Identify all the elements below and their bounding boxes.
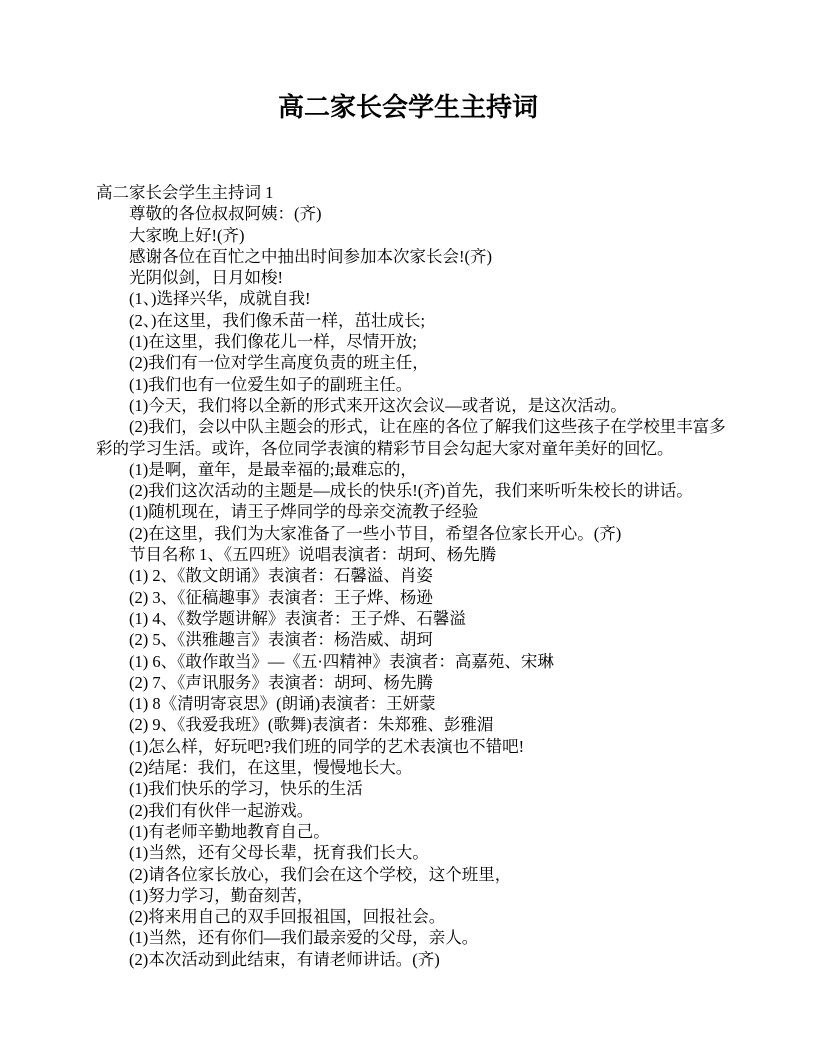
text-line: (1)当然，还有你们—我们最亲爱的父母，亲人。 <box>129 928 479 948</box>
text-line: 光阴似剑，日月如梭! <box>129 268 283 288</box>
text-line: (2)我们有一位对学生高度负责的班主任， <box>129 353 429 373</box>
text-line: (1)随机现在，请王子烨同学的母亲交流教子经验 <box>129 502 479 522</box>
text-line: (1、)选择兴华，成就自我! <box>129 289 311 309</box>
text-line: (2) 9、《我爱我班》(歌舞)表演者：朱郑雅、彭雅湄 <box>129 715 494 735</box>
text-line: (1)当然，还有父母长辈，抚育我们长大。 <box>129 843 429 863</box>
text-line: (1) 2、《散文朗诵》表演者：石馨溢、肖姿 <box>129 566 433 586</box>
text-line: 尊敬的各位叔叔阿姨：(齐) <box>129 204 322 224</box>
text-line: (2) 7、《声讯服务》表演者：胡珂、杨先腾 <box>129 672 433 692</box>
text-line: (2)我们这次活动的主题是—成长的快乐!(齐)首先，我们来听听朱校长的讲话。 <box>129 481 693 501</box>
text-line: 节目名称 1、《五四班》说唱表演者：胡珂、杨先腾 <box>129 545 497 565</box>
document-title: 高二家长会学生主持词 <box>277 93 538 122</box>
text-line: 高二家长会学生主持词 1 <box>96 183 274 202</box>
text-line: (1) 6、《敢作敢当》—《五·四精神》表演者：高嘉苑、宋琳 <box>129 651 554 671</box>
text-line: (2)结尾：我们，在这里，慢慢地长大。 <box>129 758 413 778</box>
text-line: (1) 8《清明寄哀思》(朗诵)表演者：王妍蒙 <box>129 694 436 714</box>
text-line: 大家晚上好!(齐) <box>129 225 245 245</box>
text-line: 彩的学习生活。或许，各位同学表演的精彩节目会勾起大家对童年美好的回忆。 <box>96 438 674 458</box>
text-line: (1)在这里，我们像花儿一样，尽情开放; <box>129 332 417 352</box>
text-line: (2)本次活动到此结束，有请老师讲话。(齐) <box>129 949 440 969</box>
text-line: (2) 3、《征稿趣事》表演者：王子烨、杨逊 <box>129 587 433 607</box>
text-line: (2)我们，会以中队主题会的形式，让在座的各位了解我们这些孩子在学校里丰富多 <box>129 417 726 437</box>
text-line: (2、)在这里，我们像禾苗一样，茁壮成长; <box>129 310 426 330</box>
text-line: (1)我们也有一位爱生如子的副班主任。 <box>129 374 413 394</box>
text-line: (1)我们快乐的学习，快乐的生活 <box>129 779 363 799</box>
text-line: (1)是啊，童年，是最幸福的;最难忘的， <box>129 459 417 479</box>
text-line: 感谢各位在百忙之中抽出时间参加本次家长会!(齐) <box>129 246 492 266</box>
text-line: (1)有老师辛勤地教育自己。 <box>129 821 330 841</box>
text-line: (1)今天，我们将以全新的形式来开这次会议—或者说，是这次活动。 <box>129 395 627 415</box>
text-line: (2)我们有伙伴一起游戏。 <box>129 800 314 820</box>
text-line: (2)将来用自己的双手回报祖国，回报社会。 <box>129 907 446 927</box>
text-line: (1)努力学习，勤奋刻苦， <box>129 885 314 905</box>
text-line: (1)怎么样，好玩吧?我们班的同学的艺术表演也不错吧! <box>129 736 525 756</box>
document-body <box>96 182 726 970</box>
text-line: (2)在这里，我们为大家准备了一些小节目，希望各位家长开心。(齐) <box>129 523 622 543</box>
text-line: (2)请各位家长放心，我们会在这个学校，这个班里， <box>129 864 512 884</box>
text-line: (2) 5、《洪雅趣言》表演者：杨浩威、胡珂 <box>129 630 433 650</box>
text-line: (1) 4、《数学题讲解》表演者：王子烨、石馨溢 <box>129 608 466 628</box>
